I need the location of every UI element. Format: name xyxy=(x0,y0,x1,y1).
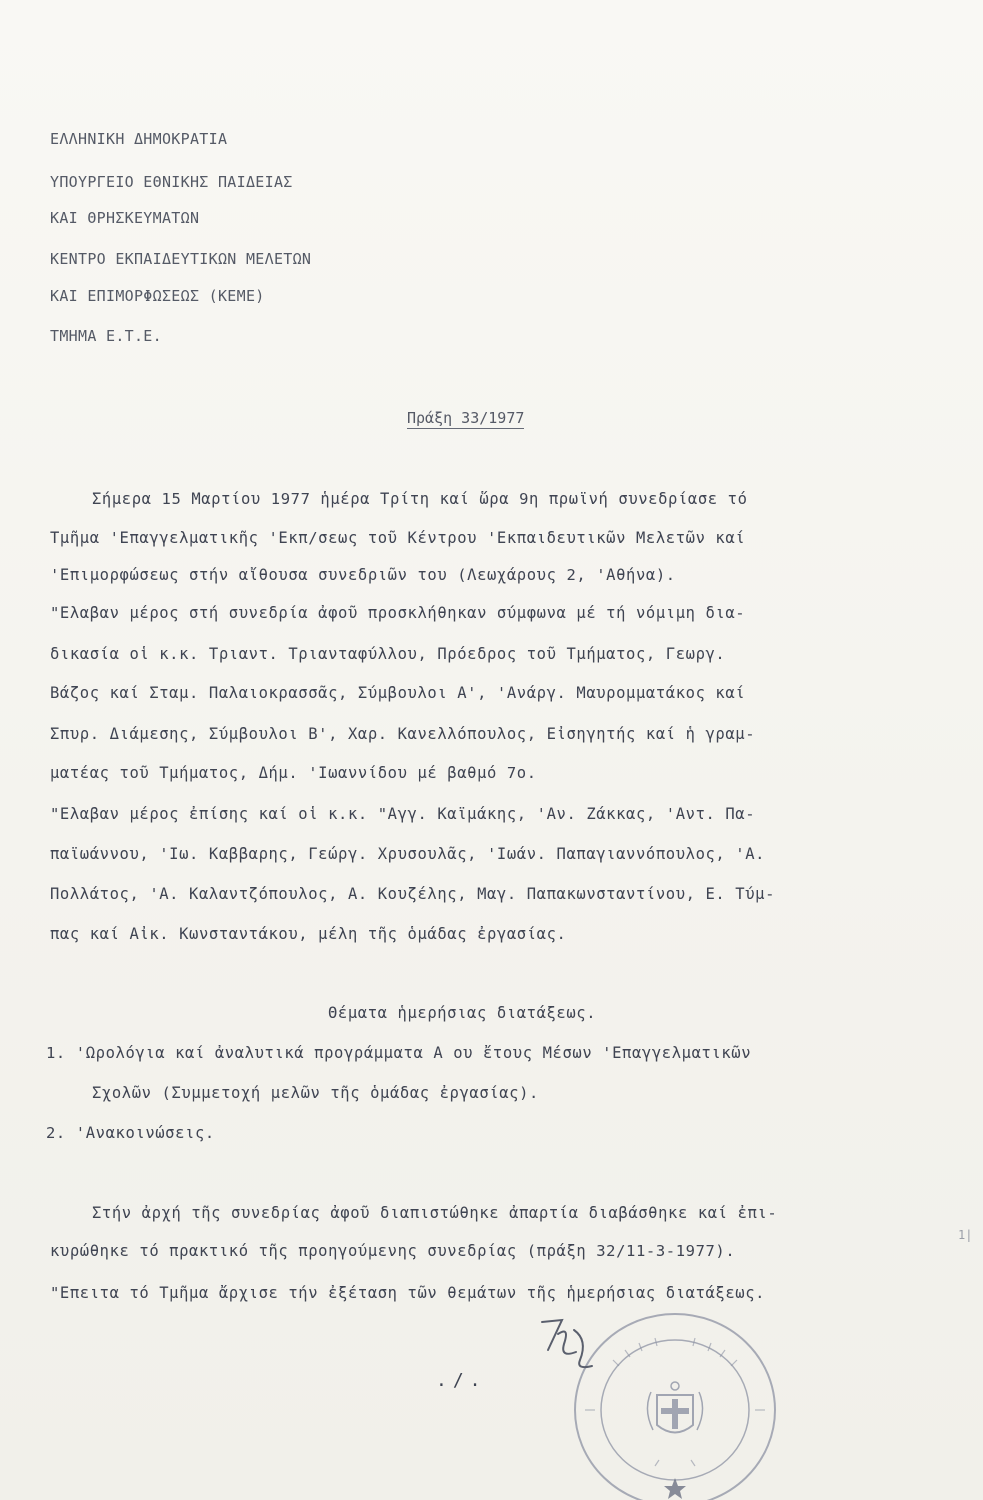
header-line-religions: ΚΑΙ ΘΡΗΣΚΕΥΜΑΤΩΝ xyxy=(50,209,200,227)
header-line-ministry: ΥΠΟΥΡΓΕΙΟ ΕΘΝΙΚΗΣ ΠΑΙΔΕΙΑΣ xyxy=(50,173,293,191)
body-line: "Ελαβαν μέρος στή συνεδρία ἀφοῦ προσκλήθηκαν σύμφωνα μέ τή νόμιμη δια- xyxy=(50,604,746,622)
document-title: Πράξη 33/1977 xyxy=(407,409,525,427)
closing-line: Στήν ἀρχή τῆς συνεδρίας ἀφοῦ διαπιστώθηκε ἀπαρτία διαβάσθηκε καί ἐπι- xyxy=(92,1204,778,1222)
agenda-item: 1. 'Ωρολόγια καί ἀναλυτικά προγράμματα Α ου ἔτους Μέσων 'Επαγγελματικῶν xyxy=(46,1044,752,1062)
body-line: Σήμερα 15 Μαρτίου 1977 ἡμέρα Τρίτη καί ὥρα 9η πρωϊνή συνεδρίασε τό xyxy=(92,490,748,508)
agenda-item: 2. 'Ανακοινώσεις. xyxy=(46,1124,215,1142)
page-continuation-marker: ./. xyxy=(436,1370,487,1391)
body-line: Σπυρ. Διάμεσης, Σύμβουλοι Β', Χαρ. Κανελλόπουλος, Εἰσηγητής καί ἡ γραμ- xyxy=(50,725,756,743)
closing-line: κυρώθηκε τό πρακτικό τῆς προηγούμενης συνεδρίας (πράξη 32/11-3-1977). xyxy=(50,1242,736,1260)
body-line: 'Επιμορφώσεως στήν αἴθουσα συνεδριῶν του (Λεωχάρους 2, 'Αθήνα). xyxy=(50,566,676,584)
header-line-department: ΤΜΗΜΑ Ε.Τ.Ε. xyxy=(50,327,162,345)
body-line: παϊωάννου, 'Ιω. Καββαρης, Γεώργ. Χρυσουλᾶς, 'Ιωάν. Παπαγιαννόπουλος, 'Α. xyxy=(50,845,766,863)
body-line: ματέας τοῦ Τμήματος, Δήμ. 'Ιωαννίδου μέ βαθμό 7ο. xyxy=(50,764,537,782)
header-line-republic: ΕΛΛΗΝΙΚΗ ΔΗΜΟΚΡΑΤΙΑ xyxy=(50,130,228,148)
body-line: "Ελαβαν μέρος ἐπίσης καί οἱ κ.κ. "Αγγ. Καϊμάκης, 'Αν. Ζάκκας, 'Αντ. Πα- xyxy=(50,805,756,823)
header-line-training: ΚΑΙ ΕΠΙΜΟΡΦΩΣΕΩΣ (ΚΕΜΕ) xyxy=(50,287,265,305)
body-line: πας καί Αἰκ. Κωνσταντάκου, μέλη τῆς ὁμάδας ἐργασίας. xyxy=(50,925,567,943)
agenda-heading: Θέματα ἡμερήσιας διατάξεως. xyxy=(328,1004,597,1022)
star-icon xyxy=(664,1478,686,1499)
body-line: Πολλάτος, 'Α. Καλαντζόπουλος, Α. Κουζέλης, Μαγ. Παπακωνσταντίνου, Ε. Τύμ- xyxy=(50,885,776,903)
body-line: Βάζος καί Σταμ. Παλαιοκρασσᾶς, Σύμβουλοι Α', 'Ανάργ. Μαυρομματάκος καί xyxy=(50,684,746,702)
edge-mark: 1| xyxy=(958,1228,973,1242)
coat-of-arms-icon xyxy=(647,1382,702,1433)
body-line: δικασία οἱ κ.κ. Τριαντ. Τριανταφύλλου, Πρόεδρος τοῦ Τμήματος, Γεωργ. xyxy=(50,645,726,663)
body-line: Τμῆμα 'Επαγγελματικῆς 'Εκπ/σεως τοῦ Κέντρου 'Εκπαιδευτικῶν Μελετῶν καί xyxy=(50,529,746,547)
handwritten-signature xyxy=(530,1300,620,1380)
header-line-center: ΚΕΝΤΡΟ ΕΚΠΑΙΔΕΥΤΙΚΩΝ ΜΕΛΕΤΩΝ xyxy=(50,250,312,268)
agenda-item-continuation: Σχολῶν (Συμμετοχή μελῶν τῆς ὁμάδας ἐργασίας). xyxy=(92,1084,539,1102)
closing-line: "Επειτα τό Τμῆμα ἄρχισε τήν ἐξέταση τῶν θεμάτων τῆς ἡμερήσιας διατάξεως. xyxy=(50,1284,766,1302)
